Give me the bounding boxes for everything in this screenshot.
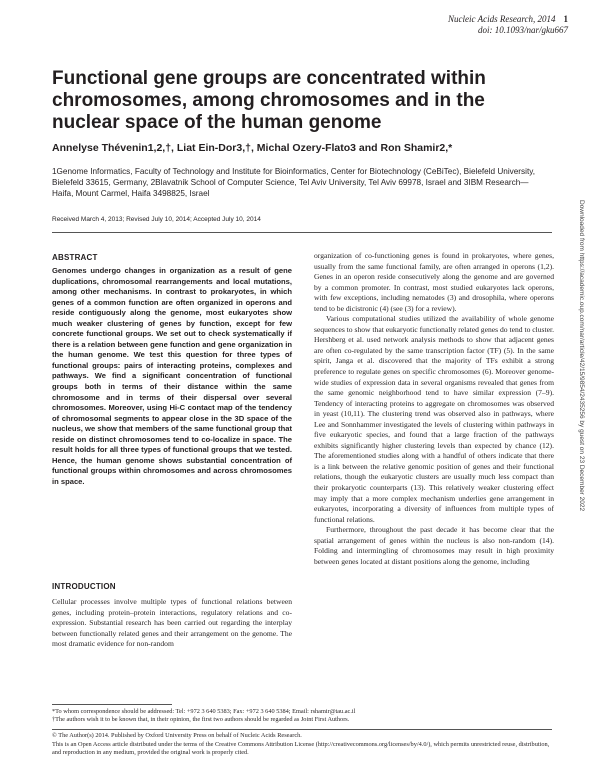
submission-dates: Received March 4, 2013; Revised July 10, 2014; Accepted July 10, 2014 [52, 216, 261, 223]
copyright-line: © The Author(s) 2014. Published by Oxford University Press on behalf of Nucleic Acids Research. [52, 732, 302, 739]
affiliations: 1Genome Informatics, Faculty of Technology and Institute for Bioinformatics, Center for Biotechnology (CeBiTec), Bielefeld University, Bielefeld 33615, Germany, 2Blavatnik School of Computer Science, Tel Aviv University, Tel Aviv 69978, Israel and 3IBM Research—Haifa, Mount Carmel, Haifa 3498825, Israel [52, 167, 535, 198]
footnote-corresponding: *To whom correspondence should be addressed: Tel: +972 3 640 5383; Fax: +972 3 640 5384; Email: rshamir@tau.ac.il [52, 708, 356, 715]
footnote-equal-contribution: †The authors wish it to be known that, in their opinion, the first two authors should be regarded as Joint First Authors. [52, 716, 350, 723]
header-divider [52, 232, 552, 233]
abstract-heading: ABSTRACT [52, 253, 98, 262]
side-note-text: Downloaded from https://academic.oup.com/nar/article/42/15/9854/2435256 by guest on 23 December 2022 [578, 200, 585, 512]
download-side-note [575, 200, 587, 620]
running-header [448, 14, 568, 36]
paragraph-spatial-arrangement: Furthermore, throughout the past decade it has become clear that the spatial arrangement of genes within the nucleus is also non-random (14). Folding and intermingling of chromosomes may result in high proximity between genes located at distant positions along the genome, including [314, 525, 554, 566]
copyright-divider [52, 729, 552, 730]
introduction-heading: INTRODUCTION [52, 582, 116, 591]
right-column [314, 251, 554, 567]
author-list: Annelyse Thévenin1,2,†, Liat Ein-Dor3,†, Michal Ozery-Flato3 and Ron Shamir2,* [52, 142, 453, 154]
paragraph-computational-studies: Various computational studies utilized the availability of whole genome sequences to show that eukaryotic functionally related genes do tend to cluster. Hershberg et al. used network analysis methods to show that adjacent genes are often co-regulated by the same transcription factor (TF) (5). In the same spirit, Janga et al. discovered that the majority of TFs exhibit a strong preference to regulate genes on specific chromosomes (6). Moreover genome-wide studies of expression data in several organisms revealed that genes from the same genomic neighborhood tend to have similar expression (7–9). Tendency of interacting proteins to aggregate on chromosomes was observed in yeast (10,11). The clustering trend was observed also in pathways, where Lee and Sonnhammer investigated the levels of clustering within pathways in five eukaryotic species, and found that a large fraction of the pathways exhibits significantly higher clustering levels than expected by chance (12). The aforementioned studies along with a handful of others indicate that there is a link between the relative genomic position of genes and their functional relations, though the eukaryotic clusters are usually much less compact than their prokaryotic counterparts (13). This relatively weaker clustering effect may imply that a more complex mechanism underlies gene arrangement in eukaryotes, incorporating a diversity of influences from multiple types of functional relations. [314, 314, 554, 524]
paper-title: Functional gene groups are concentrated within chromosomes, among chromosomes and in the nuclear space of the human genome [52, 68, 486, 133]
abstract-text: Genomes undergo changes in organization as a result of gene duplications, chromosomal rearrangements and local mutations, among other mechanisms. In contrast to prokaryotes, in which genes of a common function are often organized in operons and reside contiguously along the genome, most eukaryotes show much weaker clustering of genes by function, except for few concrete functional groups. We set out to check systematically if there is a relation between gene function and gene organization in the human genome. We test this question for three types of functional groups: pairs of interacting proteins, complexes and pathways. We find a significant concentration of functional groups both in terms of their distance within the same chromosome and in terms of their dispersal over several chromosomes. Moreover, using Hi-C contact map of the tendency of chromosomal segments to appear close in the 3D space of the nucleus, we show that members of the same functional group that reside on distinct chromosomes tend to co-localize in space. The result holds for all three types of functional groups that we tested. Hence, the human genome shows substantial concentration of functional groups within chromosomes and across chromosomes in space. [52, 266, 292, 486]
journal-name: Nucleic Acids Research, 2014 [448, 14, 556, 24]
license-text: This is an Open Access article distributed under the terms of the Creative Commons Attribution License (http://creativecommons.org/licenses/by/4.0/), which permits unrestricted reuse, distribution, and reproduction in any medium, provided the original work is properly cited. [52, 741, 550, 756]
page-number: 1 [563, 14, 568, 24]
introduction-text: Cellular processes involve multiple types of functional relations between genes, including protein–protein interactions, regulatory relations and co-expression. Substantial research has been carried out regarding the interplay between functionally related genes and their arrangement on the genome. The most dramatic evidence for non-random [52, 597, 292, 649]
footnote-divider [52, 704, 172, 705]
paragraph-prokaryotes: organization of co-functioning genes is found in prokaryotes, where genes, usually from the same functional family, are often arranged in operons (1,2). Genes in an operon reside consecutively along the genome and are governed by a common promoter. In contrast, most studied eukaryotes lack operons, with few exceptions, including nematodes (3) and drosophila, where operons tend to be dicistronic (4) (see (3) for a review). [314, 251, 554, 313]
doi: doi: 10.1093/nar/gku667 [478, 25, 568, 35]
